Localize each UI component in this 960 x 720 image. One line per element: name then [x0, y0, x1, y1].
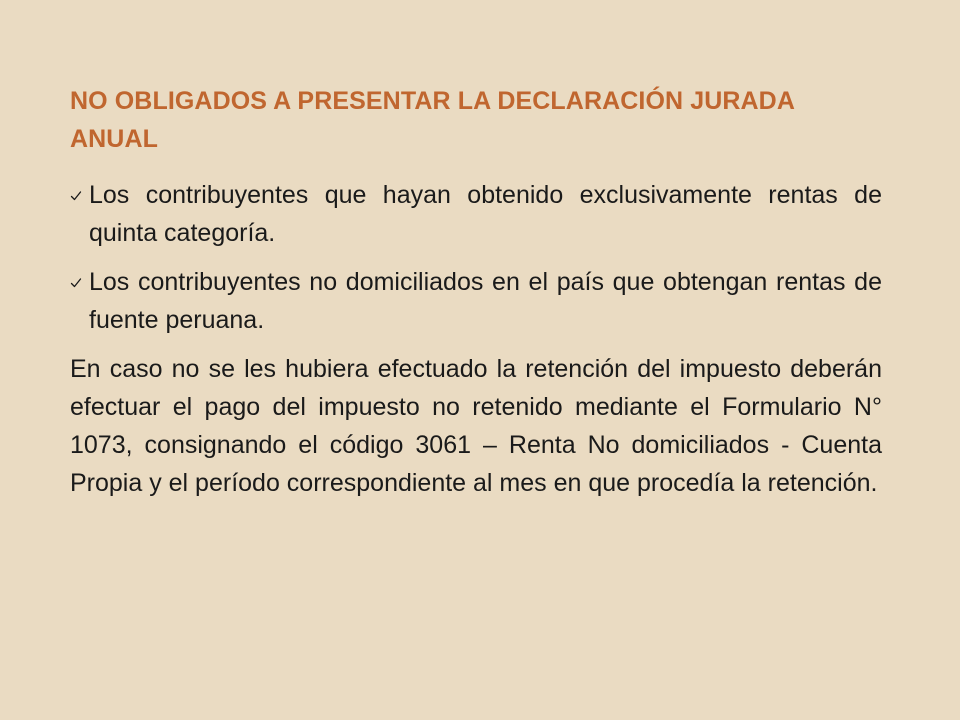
slide-content [70, 82, 882, 502]
body-paragraph: En caso no se les hubiera efectuado la retención del impuesto deberán efectuar el pago del impuesto no retenido mediante el Formulario N° 1073, consignando el código 3061 – Renta No domiciliados - Cuenta Propia y el período correspondiente al mes en que procedía la retención. [70, 355, 882, 497]
slide-title: NO OBLIGADOS A PRESENTAR LA DECLARACIÓN JURADA ANUAL [70, 87, 795, 153]
bullet-text: Los contribuyentes que hayan obtenido exclusivamente rentas de quinta categoría. [89, 181, 882, 247]
list-item [70, 176, 882, 252]
check-icon [70, 190, 82, 202]
bullet-text: Los contribuyentes no domiciliados en el país que obtengan rentas de fuente peruana. [89, 268, 882, 334]
check-icon [70, 277, 82, 289]
bullet-list [70, 176, 882, 339]
list-item [70, 263, 882, 339]
